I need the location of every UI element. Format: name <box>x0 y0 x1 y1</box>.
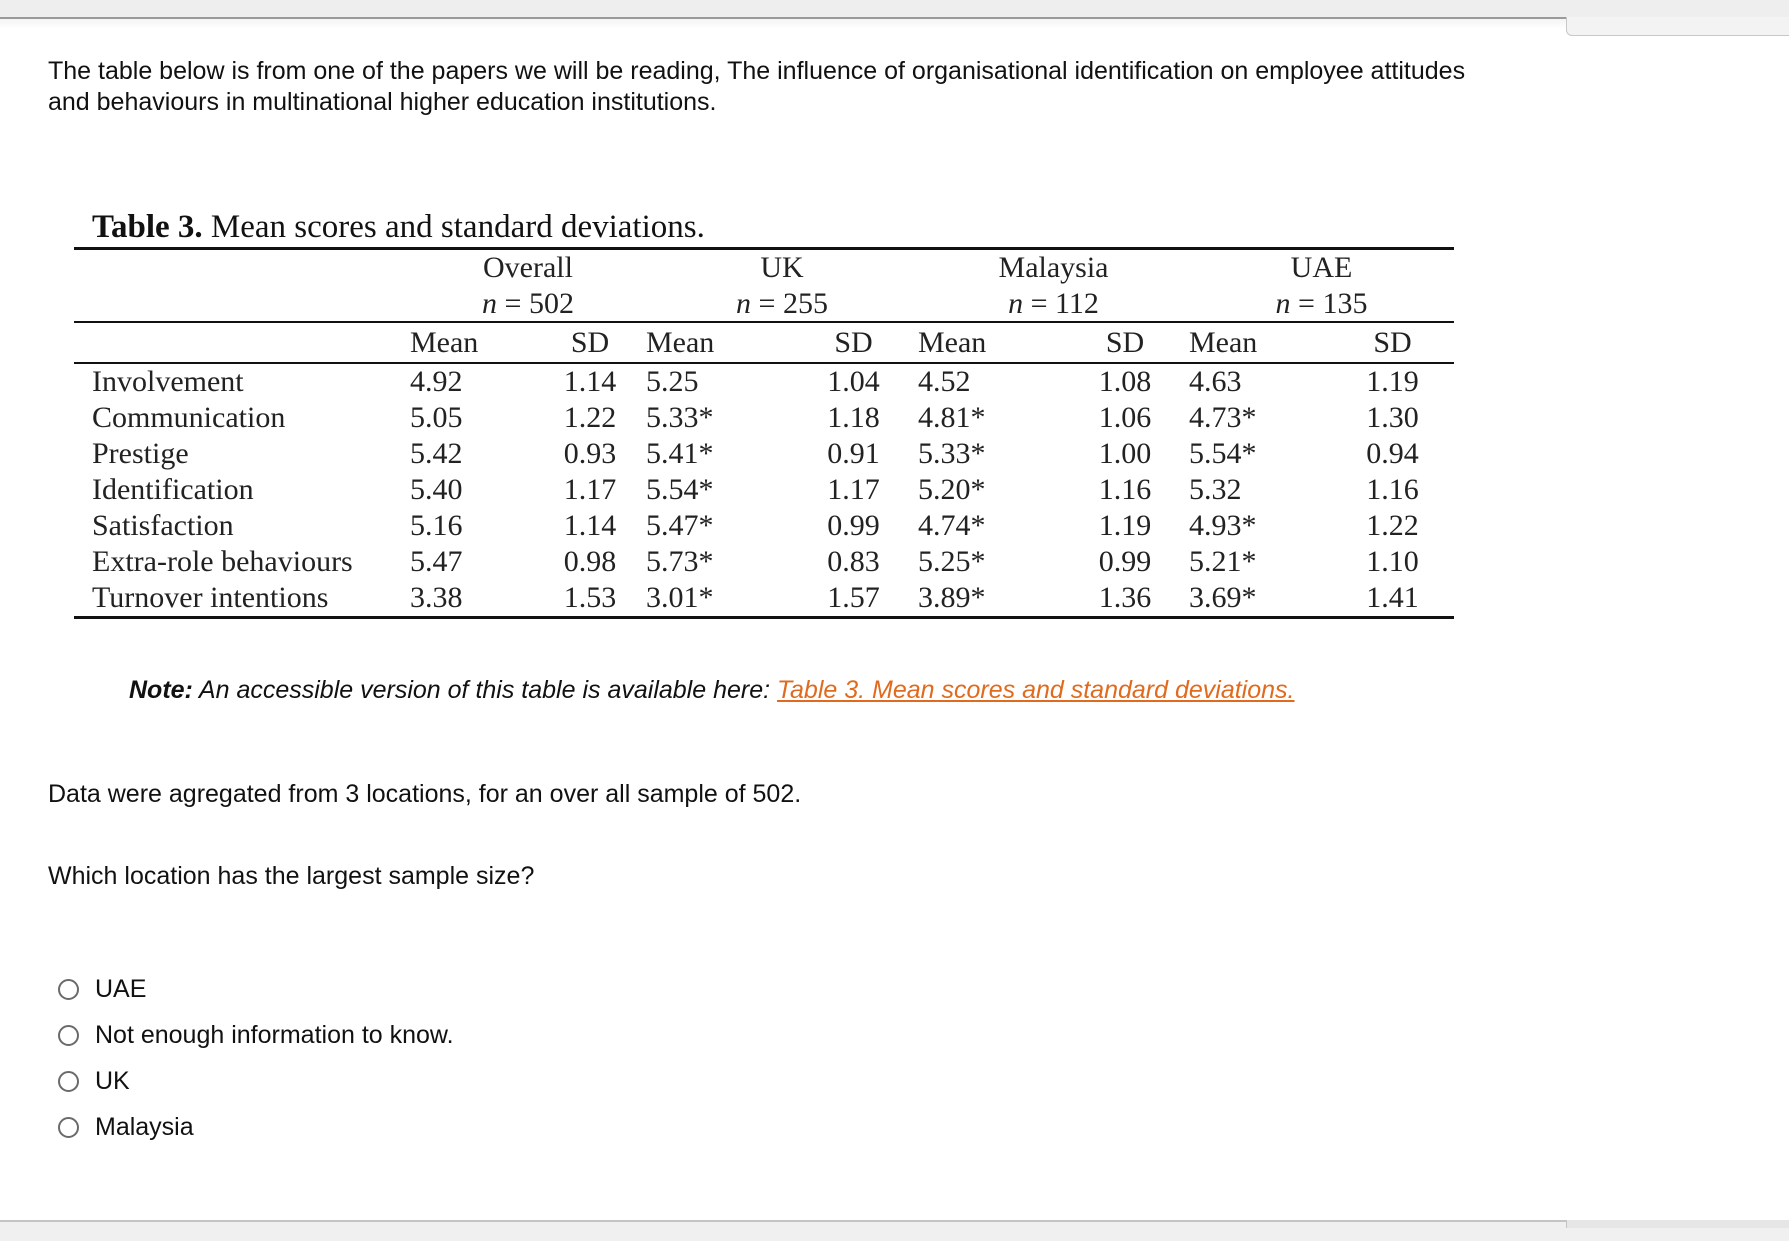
sd-cell: 1.22 <box>563 401 617 434</box>
sd-cell: 1.08 <box>1098 365 1152 398</box>
radio-button[interactable] <box>58 979 79 1000</box>
toolbar-tab[interactable] <box>1566 17 1789 36</box>
top-shadow <box>0 19 1789 29</box>
group-header-row <box>74 249 1454 286</box>
sd-cell: 1.16 <box>1366 473 1419 506</box>
mean-cell: 5.40 <box>410 473 463 506</box>
table-caption <box>92 207 1454 247</box>
sd-header: SD <box>1373 325 1412 359</box>
radio-button[interactable] <box>58 1117 79 1138</box>
mean-cell: 5.20* <box>918 473 986 506</box>
bottom-scrollbar-thumb[interactable] <box>1566 1220 1789 1228</box>
mean-cell: 5.32 <box>1189 473 1242 506</box>
group-name: Overall <box>483 251 573 284</box>
sd-cell: 1.16 <box>1098 473 1152 506</box>
sample-size: n = 112 <box>1008 286 1099 320</box>
answer-option[interactable] <box>58 1104 454 1150</box>
sd-cell: 0.93 <box>563 437 617 470</box>
mean-header: Mean <box>1189 325 1258 359</box>
table-row <box>74 363 1454 400</box>
radio-button[interactable] <box>58 1071 79 1092</box>
table-image <box>74 207 1454 619</box>
row-label: Extra-role behaviours <box>92 545 353 578</box>
mean-cell: 5.54* <box>1189 437 1257 470</box>
sd-cell: 1.14 <box>563 509 617 542</box>
table-row <box>74 544 1454 580</box>
mean-cell: 4.92 <box>410 365 463 398</box>
sd-cell: 0.94 <box>1366 437 1419 470</box>
mean-cell: 5.21* <box>1189 545 1257 578</box>
mean-cell: 5.25 <box>646 365 699 398</box>
sd-cell: 1.00 <box>1098 437 1152 470</box>
accessible-table-link[interactable]: Table 3. Mean scores and standard deviations. <box>777 676 1295 704</box>
mean-cell: 3.01* <box>646 581 714 614</box>
sd-cell: 1.57 <box>827 581 880 614</box>
sd-cell: 1.06 <box>1098 401 1152 434</box>
mean-header: Mean <box>410 325 479 359</box>
bottom-scrollbar[interactable] <box>0 1220 1789 1241</box>
option-label[interactable]: Not enough information to know. <box>95 1020 454 1049</box>
sd-cell: 0.98 <box>563 545 617 578</box>
mean-cell: 5.47* <box>646 509 714 542</box>
sd-cell: 0.91 <box>827 437 880 470</box>
row-label: Prestige <box>92 437 189 470</box>
row-label: Satisfaction <box>92 509 234 542</box>
sd-header: SD <box>570 325 610 359</box>
mean-cell: 5.33* <box>646 401 714 434</box>
note-text: An accessible version of this table is available here: <box>198 676 771 704</box>
sd-cell: 1.04 <box>827 365 880 398</box>
table-caption-text: Mean scores and standard deviations. <box>210 209 705 245</box>
sd-cell: 1.41 <box>1366 581 1419 614</box>
table-caption-label: Table 3. <box>92 209 203 245</box>
mean-cell: 5.42 <box>410 437 463 470</box>
row-label: Identification <box>92 473 254 506</box>
mean-cell: 5.25* <box>918 545 986 578</box>
mean-cell: 5.47 <box>410 545 463 578</box>
mean-cell: 5.33* <box>918 437 986 470</box>
sd-cell: 0.99 <box>1098 545 1152 578</box>
group-name: UAE <box>1290 251 1353 284</box>
data-table <box>74 247 1454 619</box>
mean-header: Mean <box>918 325 987 359</box>
sd-cell: 1.17 <box>827 473 880 506</box>
note-label: Note: <box>129 676 193 704</box>
radio-button[interactable] <box>58 1025 79 1046</box>
mean-cell: 4.81* <box>918 401 986 434</box>
sample-size: n = 135 <box>1275 286 1368 320</box>
table-row <box>74 436 1454 472</box>
sd-cell: 1.19 <box>1366 365 1419 398</box>
mean-cell: 3.69* <box>1189 581 1257 614</box>
mean-cell: 4.93* <box>1189 509 1257 542</box>
option-label[interactable]: UAE <box>95 974 147 1003</box>
sd-cell: 0.99 <box>827 509 880 542</box>
top-toolbar <box>0 0 1789 19</box>
sd-cell: 1.14 <box>563 365 617 398</box>
option-label[interactable]: Malaysia <box>95 1112 194 1141</box>
table-row <box>74 400 1454 436</box>
sd-cell: 1.19 <box>1098 509 1152 542</box>
sd-cell: 1.18 <box>827 401 880 434</box>
sd-cell: 1.17 <box>563 473 617 506</box>
mean-cell: 4.52 <box>918 365 971 398</box>
sample-size-row <box>74 285 1454 322</box>
mean-cell: 5.41* <box>646 437 714 470</box>
group-name: Malaysia <box>998 251 1109 284</box>
column-header-row <box>74 322 1454 363</box>
answer-option[interactable] <box>58 966 454 1012</box>
mean-cell: 5.05 <box>410 401 463 434</box>
sd-cell: 0.83 <box>827 545 880 578</box>
mean-header: Mean <box>646 325 715 359</box>
sd-cell: 1.36 <box>1098 581 1152 614</box>
answer-option[interactable] <box>58 1012 454 1058</box>
sample-size: n = 255 <box>736 286 828 320</box>
table-row <box>74 580 1454 618</box>
table-row <box>74 472 1454 508</box>
row-label: Communication <box>92 401 286 434</box>
question-text: Which location has the largest sample size? <box>48 862 535 890</box>
sd-cell: 1.53 <box>563 581 617 614</box>
table-row <box>74 508 1454 544</box>
mean-cell: 5.73* <box>646 545 714 578</box>
answer-options <box>58 966 454 1150</box>
sample-size: n = 502 <box>482 286 574 320</box>
option-label[interactable]: UK <box>95 1066 130 1095</box>
row-label: Turnover intentions <box>92 581 329 614</box>
sd-header: SD <box>1105 325 1145 359</box>
mean-cell: 3.38 <box>410 581 463 614</box>
sd-cell: 1.30 <box>1366 401 1419 434</box>
intro-text: The table below is from one of the papers we will be reading, The influence of organisational identification on employee attitudes and behaviours in multinational higher education institutions. <box>48 57 1466 116</box>
group-name: UK <box>760 251 804 284</box>
mean-cell: 5.16 <box>410 509 463 542</box>
mean-cell: 5.54* <box>646 473 714 506</box>
sd-cell: 1.10 <box>1366 545 1419 578</box>
mean-cell: 4.63 <box>1189 365 1242 398</box>
sd-header: SD <box>834 325 873 359</box>
mean-cell: 4.73* <box>1189 401 1257 434</box>
mean-cell: 3.89* <box>918 581 986 614</box>
info-text: Data were agregated from 3 locations, for an over all sample of 502. <box>48 780 802 808</box>
sd-cell: 1.22 <box>1366 509 1419 542</box>
table-note <box>129 676 1295 705</box>
answer-option[interactable] <box>58 1058 454 1104</box>
mean-cell: 4.74* <box>918 509 986 542</box>
row-label: Involvement <box>92 365 244 398</box>
